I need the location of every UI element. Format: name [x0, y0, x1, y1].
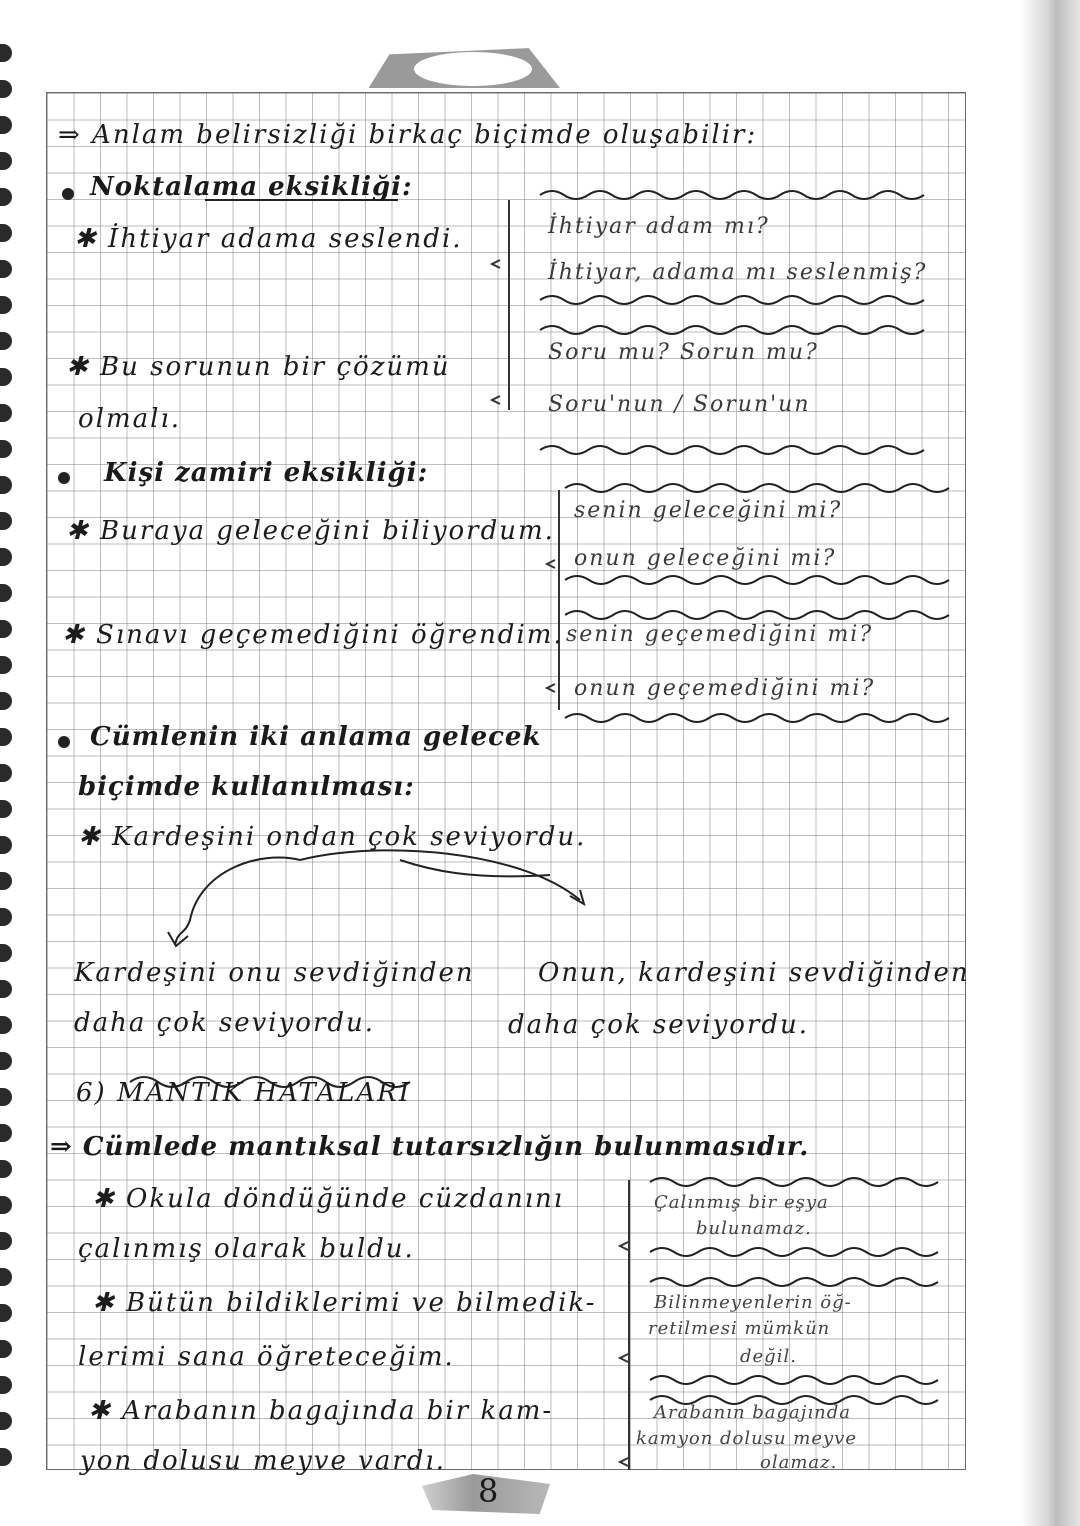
example-7-line-1: ✱ Bütün bildiklerimi ve bilmedik- [92, 1288, 597, 1318]
section-title-ambiguous-line-1: Cümlenin iki anlama gelecek [90, 722, 542, 752]
example-4: ✱ Sınavı geçemediğini öğrendim. [62, 620, 564, 650]
example-8-line-2: yon dolusu meyve vardı. [80, 1446, 446, 1476]
example-1-option-2: İhtiyar, adama mı seslenmiş? [548, 260, 928, 285]
example-7-line-2: lerimi sana öğreteceğim. [78, 1342, 455, 1372]
example-7-note-line-3: değil. [740, 1346, 797, 1367]
example-3-option-1: senin geleceğini mi? [574, 498, 843, 523]
example-5-left-line-1: Kardeşini onu sevdiğinden [74, 958, 475, 988]
example-7-note-line-2: retilmesi mümkün [648, 1318, 831, 1339]
example-3: ✱ Buraya geleceğini biliyordum. [66, 516, 555, 546]
section-title-pronoun: Kişi zamiri eksikliği: [104, 458, 429, 488]
example-5-left-line-2: daha çok seviyordu. [74, 1008, 376, 1038]
example-6-line-1: ✱ Okula döndüğünde cüzdanını [92, 1184, 565, 1214]
example-8-line-1: ✱ Arabanın bagajında bir kam- [88, 1396, 554, 1426]
example-2-line-2: olmalı. [78, 404, 182, 434]
bullet-2 [58, 472, 70, 484]
example-1: ✱ İhtiyar adama seslendi. [74, 224, 463, 254]
example-8-note-line-2: kamyon dolusu meyve [636, 1428, 857, 1449]
example-1-option-1: İhtiyar adam mı? [548, 214, 770, 239]
logic-errors-definition: ⇒ Cümlede mantıksal tutarsızlığın bulunmasıdır. [50, 1132, 810, 1162]
intro-line: ⇒ Anlam belirsizliği birkaç biçimde oluşabilir: [58, 120, 758, 150]
section-title-punctuation: Noktalama eksikliği: [90, 172, 413, 202]
example-6-note-line-2: bulunamaz. [696, 1218, 812, 1239]
example-4-option-1: senin geçemediğini mi? [566, 622, 874, 647]
example-5-right-line-2: daha çok seviyordu. [508, 1010, 810, 1040]
example-8-note-line-1: Arabanın bagajında [654, 1402, 851, 1423]
bracket-3 [628, 1180, 630, 1470]
page-number: 8 [478, 1472, 499, 1510]
example-7-note-line-1: Bilinmeyenlerin öğ- [654, 1292, 852, 1313]
section-title-ambiguous-line-2: biçimde kullanılması: [78, 772, 415, 802]
bullet-1 [62, 188, 74, 200]
bracket-1 [508, 200, 510, 410]
example-5: ✱ Kardeşini ondan çok seviyordu. [78, 822, 587, 852]
example-5-right-line-1: Onun, kardeşini sevdiğinden [538, 958, 970, 988]
example-6-note-line-1: Çalınmış bir eşya [654, 1192, 829, 1213]
example-2-option-2: Soru'nun / Sorun'un [548, 392, 811, 417]
example-2-option-1: Soru mu? Sorun mu? [548, 340, 819, 365]
example-8-note-line-3: olamaz. [760, 1452, 838, 1473]
example-2-line-1: ✱ Bu sorunun bir çözümü [66, 352, 451, 382]
section-title-logic-errors: 6) MANTIK HATALARI [76, 1078, 412, 1108]
example-6-line-2: çalınmış olarak buldu. [78, 1234, 415, 1264]
example-3-option-2: onun geleceğini mi? [574, 546, 837, 571]
example-4-option-2: onun geçemediğini mi? [574, 676, 876, 701]
bullet-3 [58, 736, 70, 748]
bracket-2 [558, 490, 560, 710]
